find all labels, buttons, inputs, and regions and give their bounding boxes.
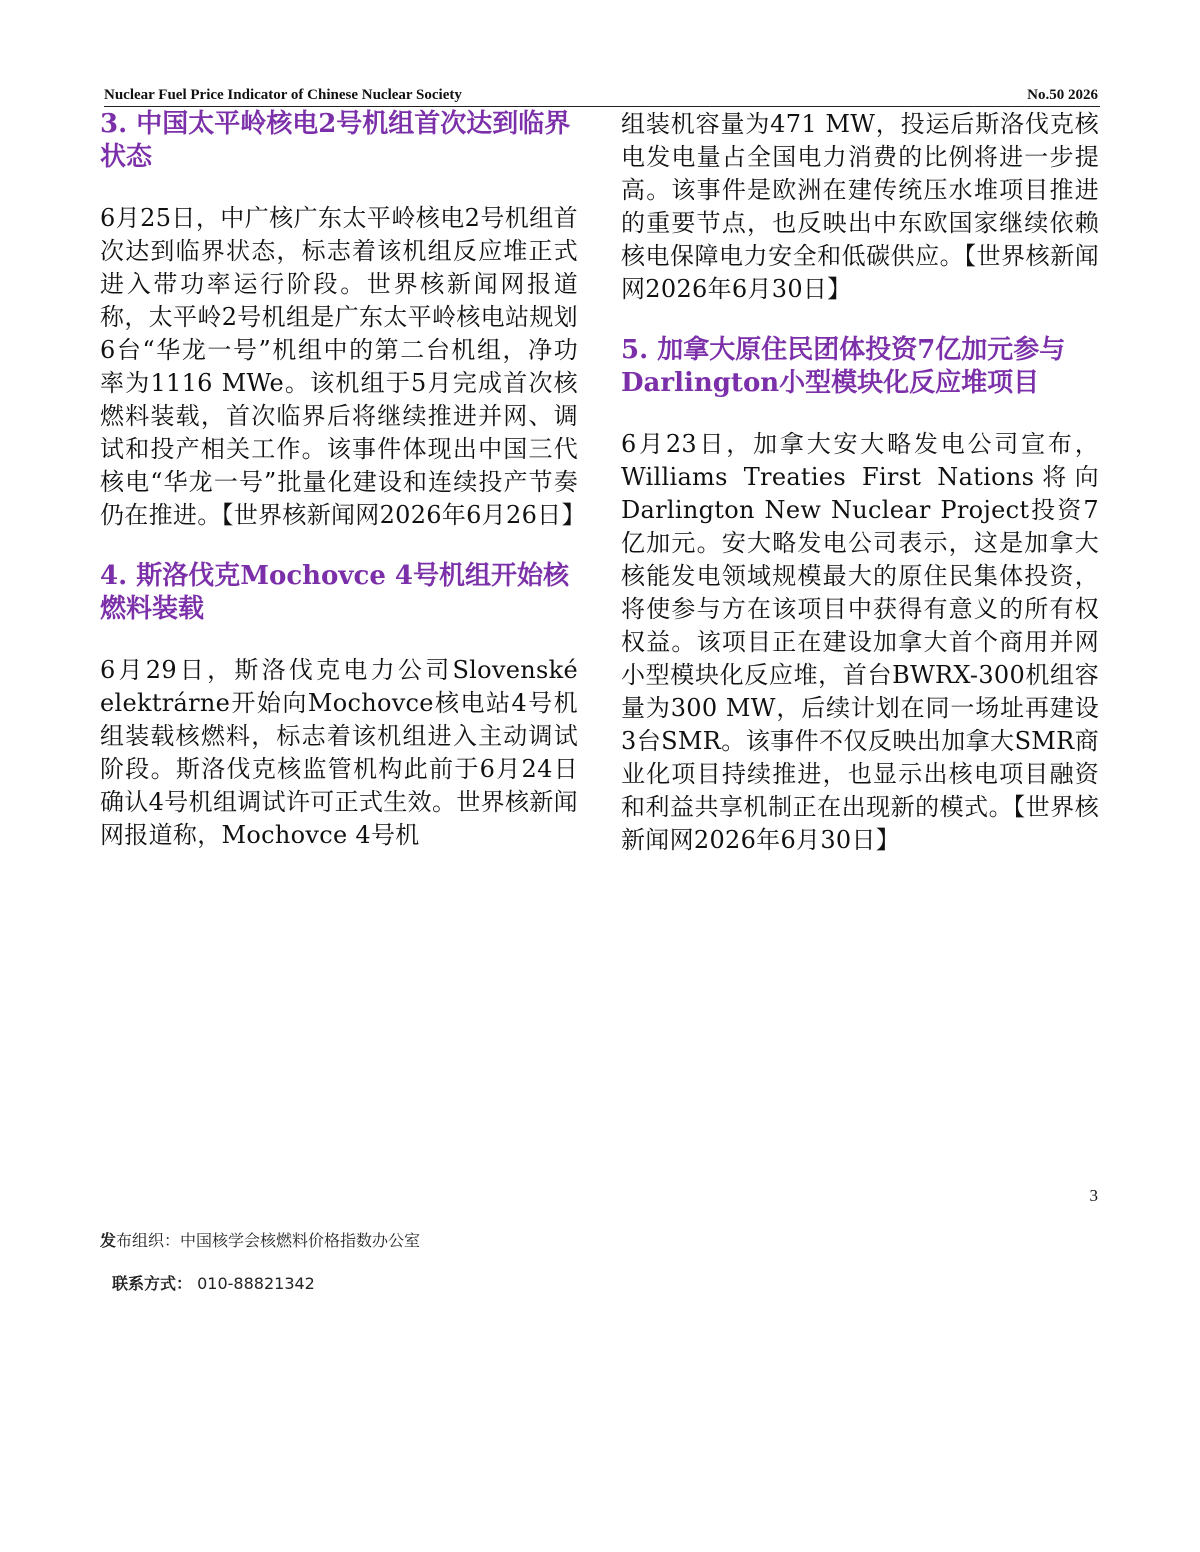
page-number: 3 bbox=[1089, 1186, 1098, 1205]
footer-publisher-first-char: 发 bbox=[100, 1231, 117, 1250]
footer-publisher-text: 布组织：中国核学会核燃料价格指数办公室 bbox=[116, 1231, 421, 1250]
issue-number: No.50 2026 bbox=[1027, 87, 1098, 103]
footer-contact-value: 010-88821342 bbox=[197, 1274, 315, 1293]
section-3-title: 3. 中国太平岭核电2号机组首次达到临界状态 bbox=[100, 109, 571, 172]
right-column bbox=[621, 108, 1099, 857]
section-4-body-part-1: 6月29日，斯洛伐克电力公司Slovenské elektrárne开始向Mochovce核电站4号机组装载核燃料，标志着该机组进入主动调试阶段。斯洛伐克核监管机构此前于6月24日确认4号机组调试许可正式生效。世界核新闻网报道称，Mochovce 4号机 bbox=[100, 656, 578, 849]
section-4-body-part-2: 组装机容量为471 MW，投运后斯洛伐克核电发电量占全国电力消费的比例将进一步提高。该事件是欧洲在建传统压水堆项目推进的重要节点，也反映出中东欧国家继续依赖核电保障电力安全和低碳供应。【世界核新闻网2026年6月30日】 bbox=[621, 110, 1099, 303]
section-5-title: 5. 加拿大原住民团体投资7亿加元参与Darlington小型模块化反应堆项目 bbox=[621, 335, 1066, 398]
section-4-title: 4. 斯洛伐克Mochovce 4号机组开始核燃料装载 bbox=[100, 561, 570, 624]
section-3-body: 6月25日，中广核广东太平岭核电2号机组首次达到临界状态，标志着该机组反应堆正式进入带功率运行阶段。世界核新闻网报道称，太平岭2号机组是广东太平岭核电站规划6台“华龙一号”机组中的第二台机组，净功率为1116 MWe。该机组于5月完成首次核燃料装载，首次临界后将继续推进并网、调试和投产相关工作。该事件体现出中国三代核电“华龙一号”批量化建设和连续投产节奏仍在推进。【世界核新闻网2026年6月26日】 bbox=[100, 204, 586, 529]
footer-contact-label: 联系方式： bbox=[112, 1274, 193, 1293]
footer-publisher bbox=[100, 1228, 420, 1251]
left-column bbox=[100, 108, 586, 852]
publication-title: Nuclear Fuel Price Indicator of Chinese Nuclear Society bbox=[104, 87, 462, 103]
page-header bbox=[104, 84, 1100, 107]
section-5-body: 6月23日，加拿大安大略发电公司宣布，Williams Treaties First Nations将向Darlington New Nuclear Project投资7亿加元。安大略发电公司表示，这是加拿大核能发电领域规模最大的原住民集体投资，将使参与方在该项目中获得有意义的所有权权益。该项目正在建设加拿大首个商用并网小型模块化反应堆，首台BWRX-300机组容量为300 MW，后续计划在同一场址再建设3台SMR。该事件不仅反映出加拿大SMR商业化项目持续推进，也显示出核电项目融资和利益共享机制正在出现新的模式。【世界核新闻网2026年6月30日】 bbox=[621, 430, 1099, 854]
footer-contact bbox=[112, 1271, 315, 1294]
